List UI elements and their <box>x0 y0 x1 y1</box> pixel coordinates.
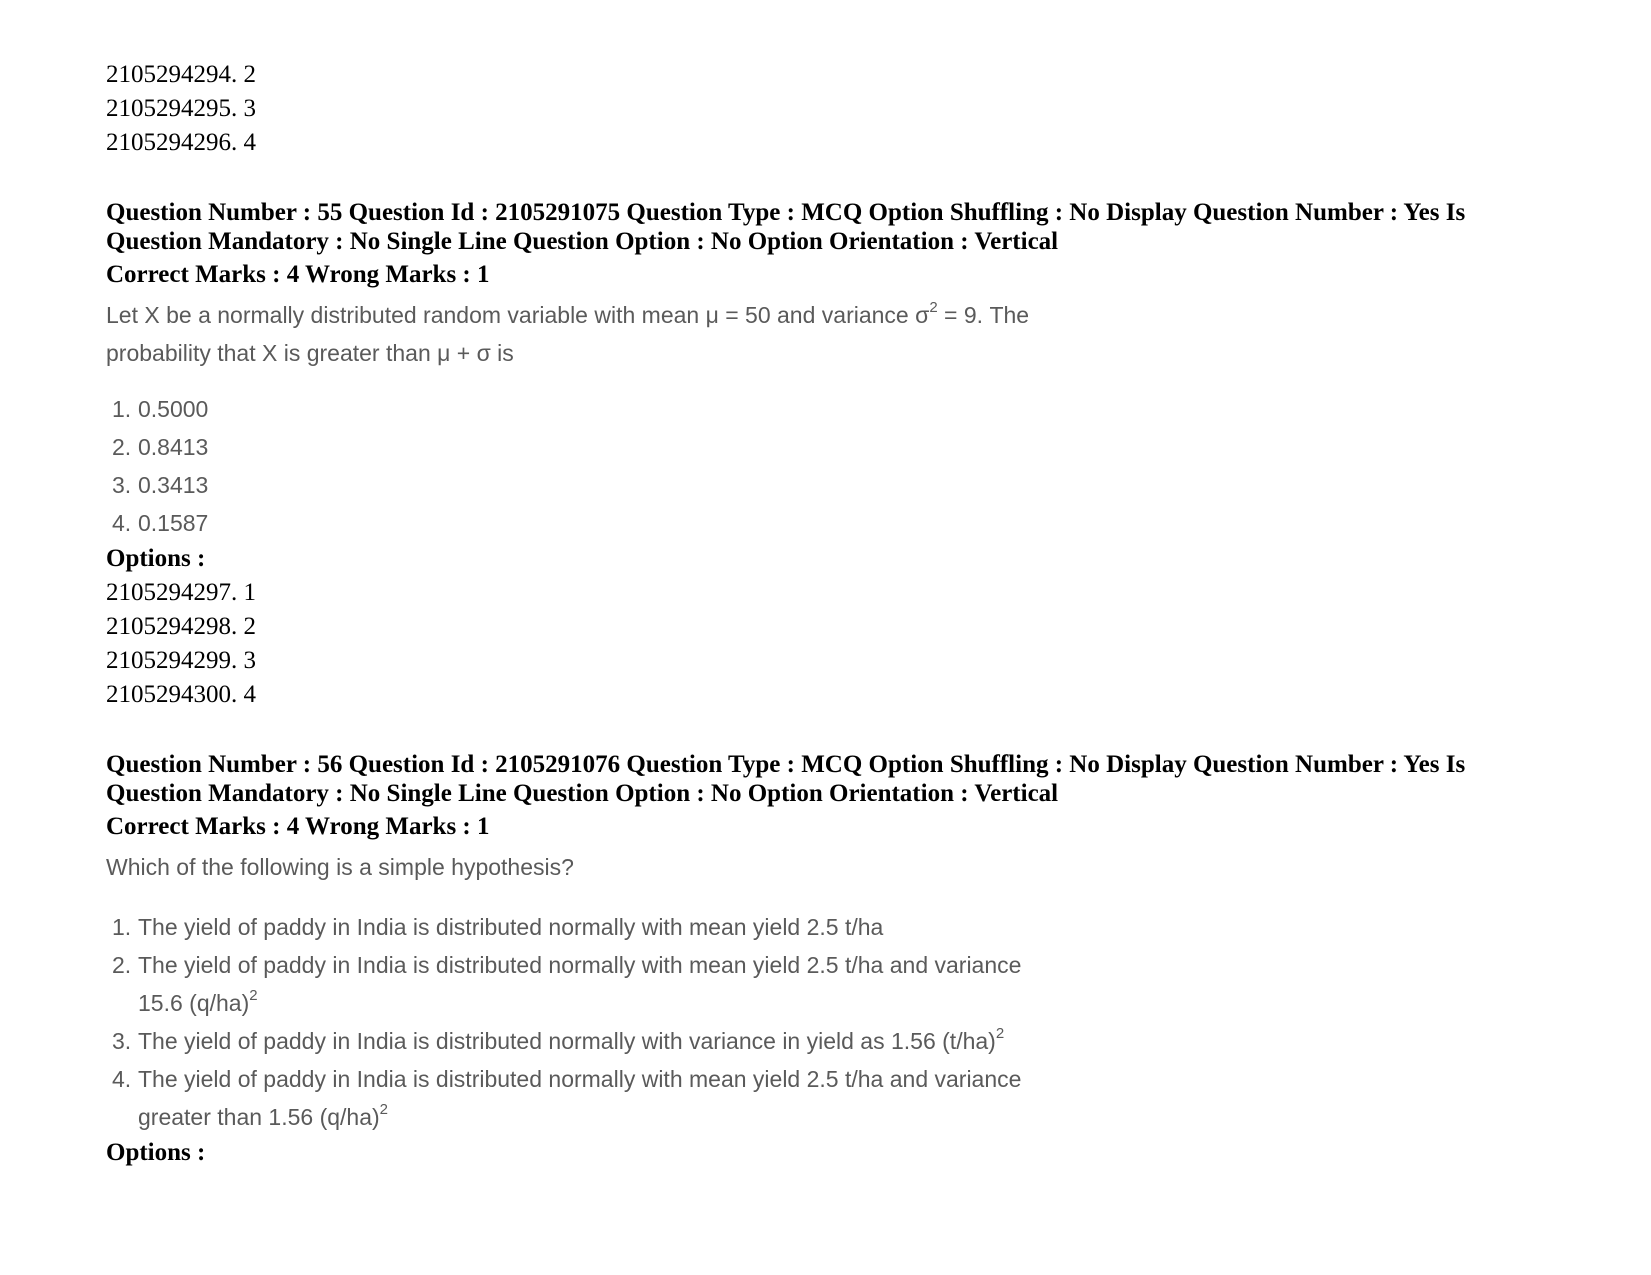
question-text-part: = 9. The <box>937 302 1030 328</box>
option-text: 0.3413 <box>138 472 209 498</box>
option-code: 2105294297. 1 <box>106 579 256 606</box>
option-item <box>112 504 1546 542</box>
question-text-part: probability that X is greater than μ + σ is <box>106 340 514 366</box>
option-text-line: The yield of paddy in India is distributed normally with mean yield 2.5 t/ha and variance <box>138 1066 1022 1092</box>
option-code: 2105294300. 4 <box>106 681 256 708</box>
document-page <box>106 58 1546 1170</box>
question-56 <box>106 750 1546 1170</box>
option-item <box>112 908 1546 946</box>
option-text-line: The yield of paddy in India is distributed normally with variance in yield as 1.56 (t/ha) <box>138 1028 996 1054</box>
question-meta-line1: Question Number : 55 Question Id : 2105291075 Question Type : MCQ Option Shuffling : No Display Question Number : Yes Is <box>106 199 1466 226</box>
question-marks: Correct Marks : 4 Wrong Marks : 1 <box>106 813 490 840</box>
option-number: 3. <box>112 472 132 498</box>
option-item <box>112 946 1546 1022</box>
option-text: The yield of paddy in India is distributed normally with mean yield 2.5 t/ha <box>138 914 884 940</box>
option-code: 2105294294. 2 <box>106 61 256 88</box>
option-text-line: 15.6 (q/ha) <box>138 990 250 1016</box>
option-number: 4. <box>112 510 132 536</box>
question-meta-line2: Question Mandatory : No Single Line Question Option : No Option Orientation : Vertical <box>106 228 1059 255</box>
option-number: 3. <box>112 1028 132 1054</box>
option-codes <box>106 576 1546 712</box>
option-text-line: The yield of paddy in India is distributed normally with mean yield 2.5 t/ha and variance <box>138 952 1022 978</box>
option-code: 2105294295. 3 <box>106 95 256 122</box>
question-marks: Correct Marks : 4 Wrong Marks : 1 <box>106 261 490 288</box>
option-item <box>112 428 1546 466</box>
question-meta-line1: Question Number : 56 Question Id : 2105291076 Question Type : MCQ Option Shuffling : No Display Question Number : Yes Is <box>106 751 1466 778</box>
option-code: 2105294299. 3 <box>106 647 256 674</box>
option-number: 1. <box>112 914 132 940</box>
option-item <box>112 1060 1546 1136</box>
option-text <box>138 1060 1021 1136</box>
option-text-line: greater than 1.56 (q/ha) <box>138 1104 380 1130</box>
question-text: Which of the following is a simple hypothesis? <box>106 854 574 880</box>
option-code: 2105294298. 2 <box>106 613 256 640</box>
question-meta-line2: Question Mandatory : No Single Line Question Option : No Option Orientation : Vertical <box>106 780 1059 807</box>
option-item <box>112 390 1546 428</box>
option-text: 0.8413 <box>138 434 209 460</box>
option-text <box>138 1022 1004 1060</box>
question-55 <box>106 198 1546 712</box>
option-item <box>112 466 1546 504</box>
option-code: 2105294296. 4 <box>106 129 256 156</box>
question-text <box>106 296 1546 372</box>
superscript: 2 <box>995 1025 1005 1043</box>
question-options-list <box>112 908 1546 1136</box>
question-options-list <box>112 390 1546 542</box>
option-text <box>138 946 1021 1022</box>
options-label: Options : <box>106 1139 206 1166</box>
option-text: 0.5000 <box>138 396 209 422</box>
superscript: 2 <box>249 987 258 1005</box>
option-number: 1. <box>112 396 132 422</box>
option-item <box>112 1022 1546 1060</box>
question-text-part: Let X be a normally distributed random variable with mean μ = 50 and variance σ <box>106 302 930 328</box>
option-number: 2. <box>112 434 132 460</box>
option-number: 2. <box>112 952 132 978</box>
superscript: 2 <box>379 1101 389 1119</box>
option-number: 4. <box>112 1066 132 1092</box>
prev-option-codes <box>106 58 1546 160</box>
option-text: 0.1587 <box>138 510 209 536</box>
superscript: 2 <box>929 299 938 317</box>
options-label: Options : <box>106 545 206 572</box>
